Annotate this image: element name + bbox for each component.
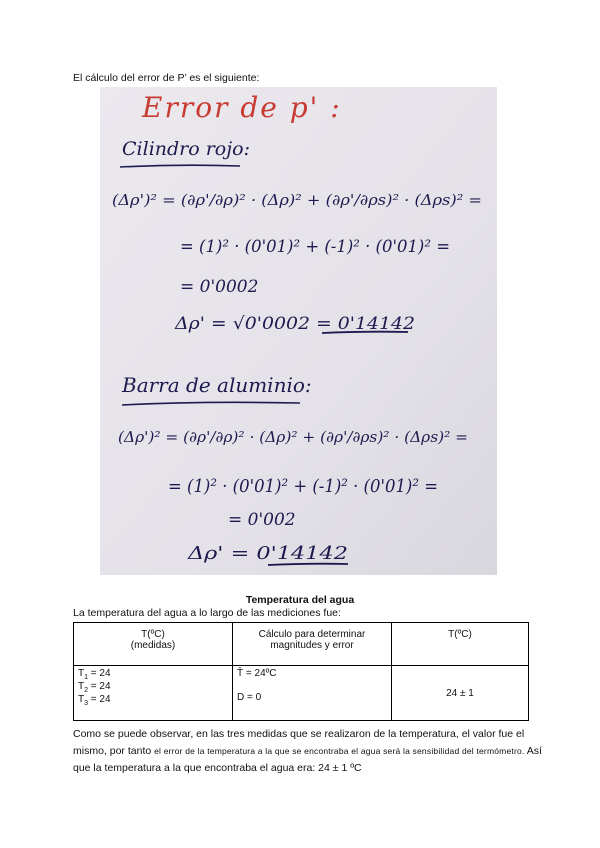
deviation-value: D = 0: [237, 692, 262, 703]
section1-line1: (Δρ')² = (∂ρ'/∂ρ)² · (Δρ)² + (∂ρ'/∂ρs)² · (Δρs)² =: [112, 191, 482, 209]
col2-header: [233, 623, 392, 666]
section1-line3: = 0'0002: [180, 277, 259, 297]
col1-header: [74, 623, 233, 666]
section2-line4: Δρ' = 0'14142: [186, 543, 348, 564]
section2-line3: = 0'002: [228, 510, 296, 530]
col2-header-line1: Cálculo para determinar: [258, 629, 366, 640]
section1-line2: = (1)² · (0'01)² + (-1)² · (0'01)² =: [180, 237, 450, 257]
photo-title: Error de p' :: [142, 91, 342, 124]
conclusion-part2: el error de la temperatura a la que se encontraba el agua será la sensibilidad del termómetro.: [154, 746, 525, 756]
section1-line4: Δρ' = √0'0002 = 0'14142: [173, 314, 415, 334]
result-cell: 24 ± 1: [392, 666, 529, 721]
col3-header: T(ºC): [392, 623, 529, 666]
table-header-row: [74, 623, 529, 666]
conclusion-part3: Así que la temperatura a la que encontraba el agua era: 24 ± 1 ºC: [73, 745, 542, 774]
conclusion-paragraph: [73, 726, 543, 777]
mean-value: T̄ = 24ºC: [237, 668, 277, 679]
calculation-cell: [233, 666, 392, 721]
col1-header-line2: (medidas): [130, 640, 176, 651]
col1-header-line1: T(ºC): [141, 629, 165, 640]
intro-text: El cálculo del error de P’ es el siguiente:: [73, 72, 260, 84]
col2-header-line2: magnitudes y error: [270, 640, 354, 651]
section2-line1: (Δρ')² = (∂ρ'/∂ρ)² · (Δρ)² + (∂ρ'/∂ρs)² · (Δρs)² =: [118, 428, 468, 446]
section2-heading: Barra de aluminio:: [122, 373, 312, 397]
section2-line2: = (1)² · (0'01)² + (-1)² · (0'01)² =: [168, 476, 438, 497]
table-row: [74, 666, 529, 721]
section1-heading: Cilindro rojo:: [122, 138, 250, 160]
measurement-1: $T_1 = 24$: [78, 668, 111, 681]
conclusion-part1: Como se puede observar, en las tres medidas que se realizaron de la temperatura, el valor fue el mismo, por tanto: [73, 728, 525, 757]
lead-text: La temperatura del agua a lo largo de las mediciones fue:: [73, 607, 341, 619]
section-heading: Temperatura del agua: [245, 594, 355, 606]
handwritten-calculation-photo: [100, 87, 497, 575]
measurement-3: $T_3 = 24$: [78, 694, 111, 707]
measurement-2: $T_2 = 24$: [78, 681, 111, 694]
measurements-cell: [74, 666, 233, 721]
temperature-table: [73, 622, 529, 721]
